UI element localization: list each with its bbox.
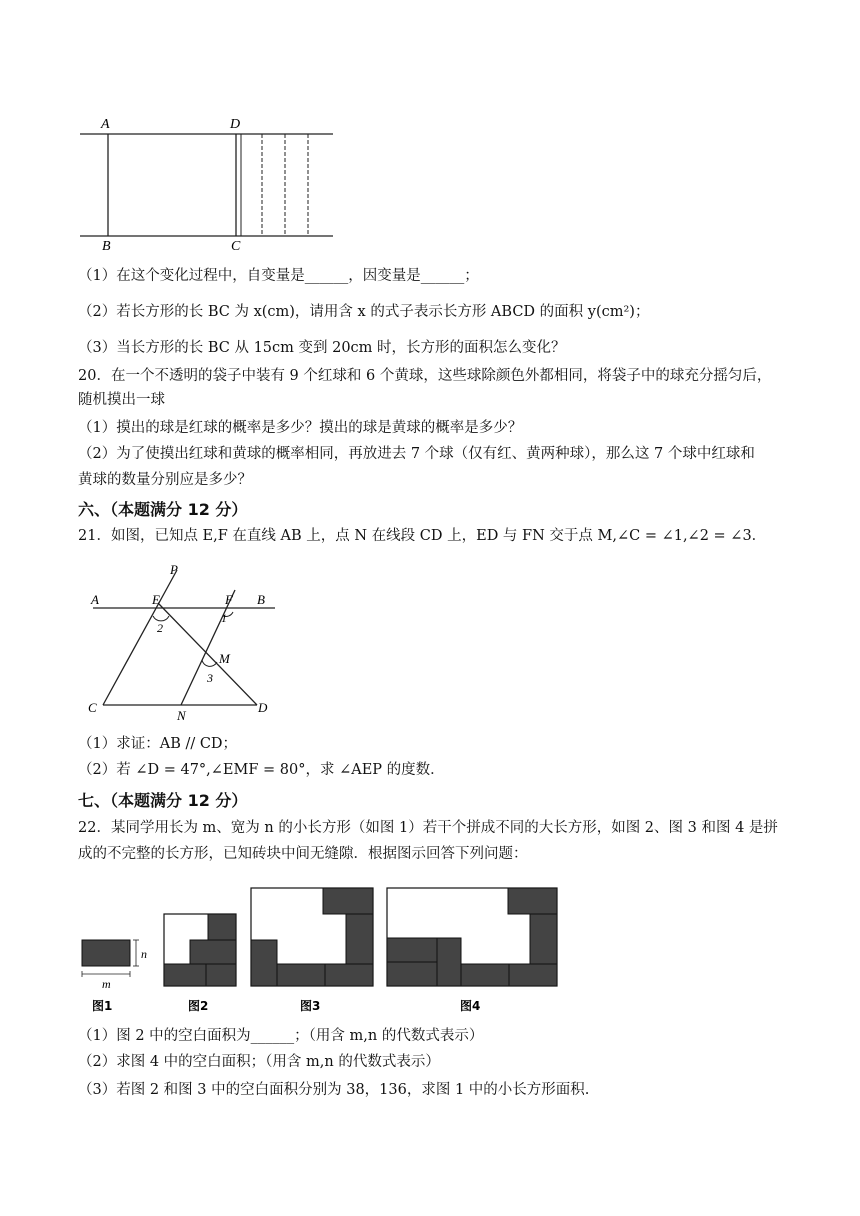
q21-sub2: （2）若 ∠D = 47°,∠EMF = 80°，求 ∠AEP 的度数． xyxy=(78,762,445,778)
q19-sub3: （3）当长方形的长 BC 从 15cm 变到 20cm 时，长方形的面积怎么变化？ xyxy=(78,340,566,356)
q22-sub2: （2）求图 4 中的空白面积；（用含 m,n 的代数式表示） xyxy=(78,1054,440,1070)
caption-fig3: 图3 xyxy=(300,999,321,1013)
label-D: D xyxy=(230,117,241,132)
label-D: D xyxy=(258,700,268,715)
q22-sub3: （3）若图 2 和图 3 中的空白面积分别为 38，136，求图 1 中的小长方形面积. xyxy=(78,1082,590,1098)
q21-stem: 21．如图，已知点 E,F 在直线 AB 上，点 N 在线段 CD 上，ED 与 FN 交于点 M,∠C = ∠1,∠2 = ∠3． xyxy=(78,528,767,544)
q22-sub1: （1）图 2 中的空白面积为______；（用含 m,n 的代数式表示） xyxy=(78,1028,484,1044)
label-E: E xyxy=(152,592,160,607)
caption-fig2: 图2 xyxy=(188,999,209,1013)
label-A: A xyxy=(91,592,99,607)
caption-fig4: 图4 xyxy=(460,999,481,1013)
label-B: B xyxy=(257,592,265,607)
q20-sub2-line1: （2）为了使摸出红球和黄球的概率相同，再放进去 7 个球（仅有红、黄两种球），那么这 7 个球中红球和 xyxy=(78,446,755,462)
q20-stem-line1: 20．在一个不透明的袋子中装有 9 个红球和 6 个黄球，这些球除颜色外都相同，将袋子中的球充分摇匀后， xyxy=(78,368,772,384)
figure-q22-tiles xyxy=(78,880,568,1020)
label-1: 1 xyxy=(221,611,227,625)
label-C: C xyxy=(231,239,241,254)
figure-q21-geometry xyxy=(85,560,285,723)
label-P: P xyxy=(170,562,178,577)
label-N: N xyxy=(177,708,186,723)
dim-n: n xyxy=(141,947,147,961)
q21-sub1: （1）求证：AB // CD； xyxy=(78,736,238,752)
caption-fig1: 图1 xyxy=(92,999,113,1013)
label-2: 2 xyxy=(157,621,163,635)
q19-sub2: （2）若长方形的长 BC 为 x(cm)，请用含 x 的式子表示长方形 ABCD 的面积 y(cm²)； xyxy=(78,304,650,320)
q20-stem-line2: 随机摸出一球 xyxy=(78,392,165,408)
q22-stem-line2: 成的不完整的长方形，已知砖块中间无缝隙．根据图示回答下列问题： xyxy=(78,846,528,862)
section-7-title: 七、（本题满分 12 分） xyxy=(78,791,248,810)
label-M: M xyxy=(219,651,230,666)
figure-q19-rectangle xyxy=(78,112,348,252)
label-C: C xyxy=(88,700,97,715)
q19-sub1: （1）在这个变化过程中，自变量是______，因变量是______； xyxy=(78,268,479,284)
q22-stem-line1: 22．某同学用长为 m、宽为 n 的小长方形（如图 1）若干个拼成不同的大长方形，如图 2、图 3 和图 4 是拼 xyxy=(78,820,778,836)
label-B: B xyxy=(102,239,111,254)
q20-sub2-line2: 黄球的数量分别应是多少？ xyxy=(78,472,252,488)
dim-m: m xyxy=(102,977,111,991)
label-A: A xyxy=(101,117,110,132)
label-F: F xyxy=(225,592,233,607)
label-3: 3 xyxy=(207,671,213,685)
section-6-title: 六、（本题满分 12 分） xyxy=(78,500,248,519)
q20-sub1: （1）摸出的球是红球的概率是多少？摸出的球是黄球的概率是多少？ xyxy=(78,420,523,436)
